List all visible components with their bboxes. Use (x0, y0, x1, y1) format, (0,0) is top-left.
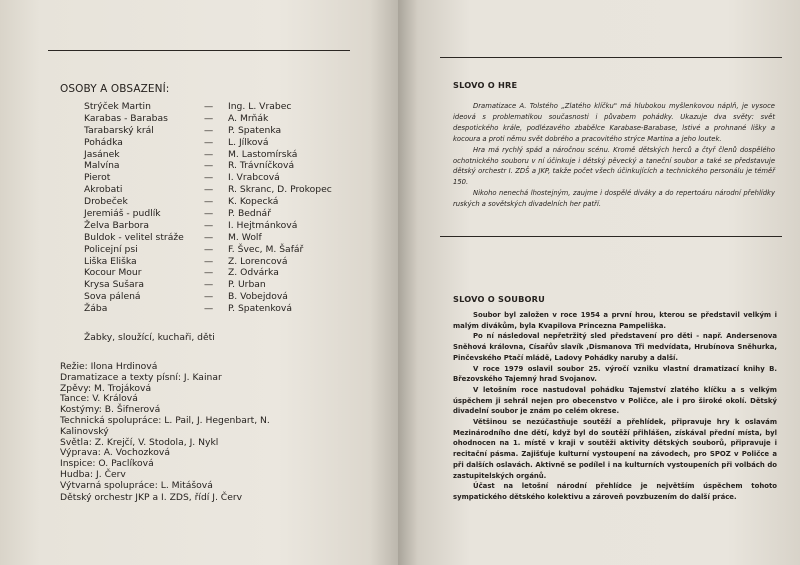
cast-actor: P. Urban (228, 279, 266, 291)
top-rule-right (440, 57, 782, 58)
cast-role: Karabas - Barabas (84, 112, 168, 124)
credit-line: Výtvarná spolupráce: L. Mitášová (60, 479, 213, 491)
cast-dash: — (204, 267, 214, 279)
credit-line: Kostýmy: B. Šifnerová (60, 404, 161, 416)
soubor-heading: SLOVO O SOUBORU (453, 294, 546, 304)
credit-line: Výprava: A. Vochozková (60, 447, 170, 459)
middle-rule-right (440, 236, 782, 237)
cast-dash: — (204, 219, 214, 231)
cast-dash: — (204, 184, 214, 196)
hre-paragraph: Dramatizace A. Tolstého „Zlatého klíčku" má hlubokou myšlenkovou náplň, je vysoce ideová s problematikou současnosti i půvabem pohádky. Ukazuje dva světy: svět despotického krále, podlézavého zbabělce Karabase-Barabase, lstivé a prohnané lišky a kocoura a proti němu svět dobrého a pracovitého strýce Martina a jeho loutek. (453, 102, 775, 143)
soubor-paragraph: Účast na letošní národní přehlídce je největším úspěchem tohoto sympatického dětského kolektivu a zároveň povzbuzením do další práce. (453, 482, 777, 501)
credit-line: Tance: V. Králová (60, 393, 138, 405)
credit-line: Dramatizace a texty písní: J. Kainar (60, 371, 222, 383)
soubor-paragraph: V letošním roce nastudoval pohádku Tajemství zlatého klíčku a s velkým úspěchem ji sehrál nejen pro obecenstvo v Poličce, ale i pro široké okolí. Dětský divadelní soubor je znám po celém okrese. (453, 385, 777, 416)
cast-actor: I. Hejtmánková (228, 219, 298, 231)
cast-actor: M. Lastomírská (228, 148, 298, 160)
cast-dash: — (204, 243, 214, 255)
cast-dash: — (204, 291, 214, 303)
cast-dash: — (204, 172, 214, 184)
top-rule-left (48, 50, 350, 51)
hre-paragraph: Hra má rychlý spád a náročnou scénu. Kromě dětských herců a čtyř členů dospělého ochotnického souboru v ní účinkuje i dětský pěvecký a taneční soubor a také se představuje dětský orchestr I. ZDŠ a JKP, takže počet všech účinkujících a technického personálu je téměř 150. (453, 145, 775, 187)
cast-role: Malvína (84, 160, 120, 172)
credit-line: Kalinovský (60, 425, 109, 437)
cast-role: Strýček Martin (84, 101, 151, 112)
cast-dash: — (204, 255, 214, 267)
cast-heading: OSOBY A OBSAZENÍ: (60, 83, 170, 95)
cast-role: Žába (84, 303, 108, 315)
cast-role: Policejní psi (84, 243, 138, 255)
cast-dash: — (204, 160, 214, 172)
hre-paragraph: Nikoho nenechá lhostejným, zaujme i dospělé diváky a do repertoáru národní přehlídky ruských a sovětských divadelních her patří. (453, 189, 775, 209)
left-page (0, 0, 398, 565)
cast-dash: — (204, 231, 214, 243)
cast-role: Buldok - velitel stráže (84, 231, 184, 243)
credit-line: Zpěvy: M. Trojáková (60, 382, 152, 394)
cast-actor: K. Kopecká (228, 196, 279, 208)
cast-dash: — (204, 196, 214, 208)
cast-dash: — (204, 101, 214, 112)
cast-role: Sova pálená (84, 291, 141, 303)
cast-dash: — (204, 303, 214, 315)
cast-dash: — (204, 279, 214, 291)
cast-role: Akrobati (84, 184, 123, 196)
hre-text (453, 101, 775, 210)
cast-actor: A. Mrňák (228, 112, 269, 124)
soubor-paragraph: Soubor byl založen v roce 1954 a první hrou, kterou se představil velkým i malým divákům, byla Kvapilova Princezna Pampeliška. (453, 311, 777, 330)
cast-actor: Z. Odvárka (228, 267, 279, 279)
cast-role: Pohádka (84, 136, 123, 148)
cast-actor: L. Jílková (228, 136, 269, 148)
credit-line: Světla: Z. Krejčí, V. Stodola, J. Nykl (60, 436, 219, 448)
orchestra-credit: Dětský orchestr JKP a I. ZDS, řídí J. Červ (60, 492, 243, 503)
cast-dash: — (204, 148, 214, 160)
cast-actor: R. Skranc, D. Prokopec (228, 184, 332, 196)
cast-dash: — (204, 136, 214, 148)
cast-role: Tarabarský král (84, 124, 154, 136)
cast-dash: — (204, 208, 214, 220)
cast-actor: P. Spatenka (228, 124, 282, 136)
cast-actor: P. Bednář (228, 208, 271, 220)
cast-role: Jeremiáš - pudlík (84, 208, 161, 220)
soubor-text (453, 310, 777, 503)
cast-actor: B. Vobejdová (228, 291, 288, 303)
soubor-paragraph: Většinou se nezúčastňuje soutěží a přehlídek, připravuje hry k oslavám Mezinárodního dne dětí, když byl do soutěží přihlášen, získával přední místa, byl ohodnocen na 1. místě v kraji v soutěži aktivity dětských souborů, připravuje i recitační pásma. Zajišťuje kulturní vystoupení na závodech, pro SPOZ v Poličce a při dalších oslavách. Aktivně se podílel i na kulturních vystoupeních při volbách do zastupitelských orgánů. (453, 418, 777, 480)
cast-role: Drobeček (84, 196, 128, 208)
cast-actor: F. Švec, M. Šafář (228, 243, 304, 255)
cast-role: Kocour Mour (84, 267, 142, 279)
credit-line: Hudba: J. Červ (60, 468, 126, 480)
credit-line: Technická spolupráce: L. Pail, J. Hegenbart, N. (60, 414, 270, 426)
hre-heading: SLOVO O HRE (453, 80, 518, 90)
soubor-paragraph: V roce 1979 oslavil soubor 25. výročí vzniku vlastní dramatizací knihy B. Březovského Tajemný hrad Svojanov. (453, 364, 777, 384)
cast-actor: R. Trávníčková (228, 160, 295, 172)
credit-line: Inspice: O. Paclíková (60, 458, 154, 470)
frogs-line: Žabky, sloužící, kuchaři, děti (84, 332, 215, 343)
cast-role: Jasánek (84, 148, 120, 160)
cast-actor: I. Vrabcová (228, 172, 280, 184)
cast-role: Pierot (84, 172, 111, 184)
cast-dash: — (204, 112, 214, 124)
cast-role: Želva Barbora (84, 219, 150, 231)
cast-role: Krysa Sušara (84, 279, 145, 291)
cast-actor: Z. Lorencová (228, 255, 288, 267)
cast-actor: M. Wolf (228, 231, 262, 243)
cast-role: Liška Eliška (84, 255, 137, 267)
soubor-paragraph: Po ní následoval nepřetržitý sled představení pro děti - např. Andersenova Sněhová královna, Císařův slavík ,Dismanova Tři medvídata, Hrubínova Sněhurka, Pinčevského Ptačí mládě, Ladovy Pohádky naruby a další. (453, 332, 777, 362)
cast-actor: P. Spatenková (228, 303, 293, 315)
credit-line: Režie: Ilona Hrdinová (60, 361, 158, 372)
cast-dash: — (204, 124, 214, 136)
cast-actor: Ing. L. Vrabec (228, 101, 292, 112)
credits-list (60, 362, 270, 492)
